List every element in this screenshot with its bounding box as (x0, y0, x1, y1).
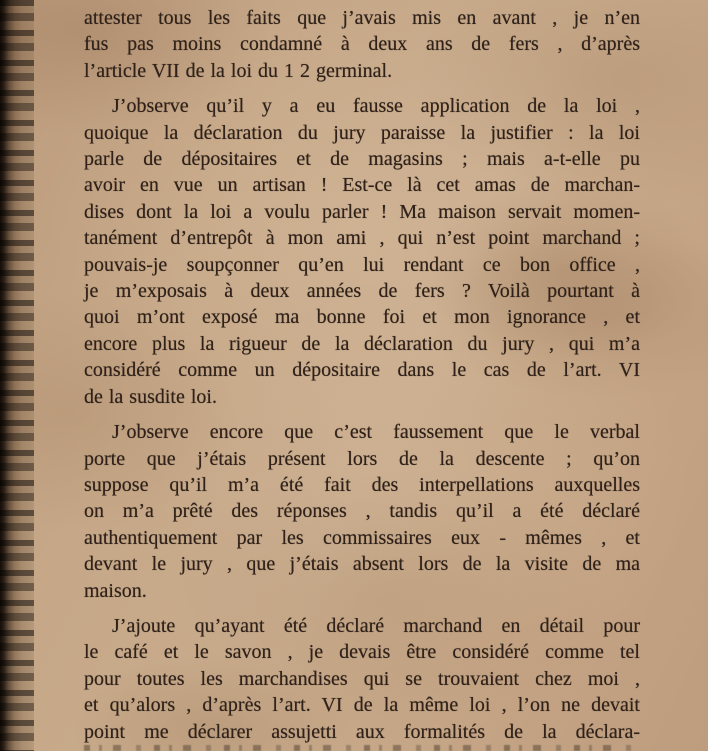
text-line: fus pas moins condamné à deux ans de fers , d’après (84, 33, 640, 56)
text-line: maison. (84, 579, 147, 602)
text-line: pour toutes les marchandises qui se trouvaient chez moi , (84, 667, 640, 690)
text-line: authentiquement par les commissaires eux - mêmes , et (84, 526, 640, 549)
text-line: J’observe encore que c’est faussement que le verbal (112, 421, 640, 444)
text-line: point me déclarer assujetti aux formalités de la déclara- (84, 720, 640, 743)
text-line: je m’exposais à deux années de fers ? Voilà pourtant à (84, 280, 640, 303)
book-binding-shadow (0, 0, 34, 751)
text-line: quoi m’ont exposé ma bonne foi et mon ignorance , et (84, 306, 640, 329)
text-line: devant le jury , que j’étais absent lors de la visite de ma (84, 553, 640, 576)
paragraph (84, 93, 640, 410)
text-line: attester tous les faits que j’avais mis en avant , je n’en (84, 7, 640, 29)
text-line: le café et le savon , je devais être considéré comme tel (84, 641, 640, 664)
text-line: porte que j’étais présent lors de la descente ; qu’on (84, 447, 640, 470)
text-line: on m’a prêté des réponses , tandis qu’il a été déclaré (84, 500, 640, 523)
paragraph (84, 419, 640, 604)
text-line: parle de dépositaires et de magasins ; mais a-t-elle pu (84, 148, 640, 171)
text-line: et qu’alors , d’après l’art. VI de la même loi , l’on ne devait (84, 694, 640, 717)
text-column (84, 5, 640, 745)
text-line: avoir en vue un artisan ! Est-ce là cet amas de marchan- (84, 174, 640, 197)
paragraph (84, 5, 640, 84)
text-line: suppose qu’il m’a été fait des interpellations auxquelles (84, 473, 640, 496)
cropped-bottom-text-line (84, 745, 632, 751)
text-line: J’ajoute qu’ayant été déclaré marchand en détail pour (112, 614, 640, 637)
text-line: pouvais-je soupçonner qu’en lui rendant ce bon office , (84, 253, 640, 276)
text-line: l’article VII de la loi du 1 2 germinal. (84, 59, 393, 82)
text-line: quoique la déclaration du jury paraisse la justifier : la loi (84, 121, 640, 144)
text-line: J’observe qu’il y a eu fausse application de la loi , (112, 95, 640, 118)
paragraph (84, 613, 640, 745)
text-line: encore plus la rigueur de la déclaration du jury , qui m’a (84, 332, 640, 355)
text-line: dises dont la loi a voulu parler ! Ma maison servait momen- (84, 200, 640, 223)
text-line: tanément d’entrepôt à mon ami , qui n’est point marchand ; (84, 227, 640, 250)
text-line: considéré comme un dépositaire dans le cas de l’art. VI (84, 359, 640, 382)
text-line: de la susdite loi. (84, 385, 217, 408)
